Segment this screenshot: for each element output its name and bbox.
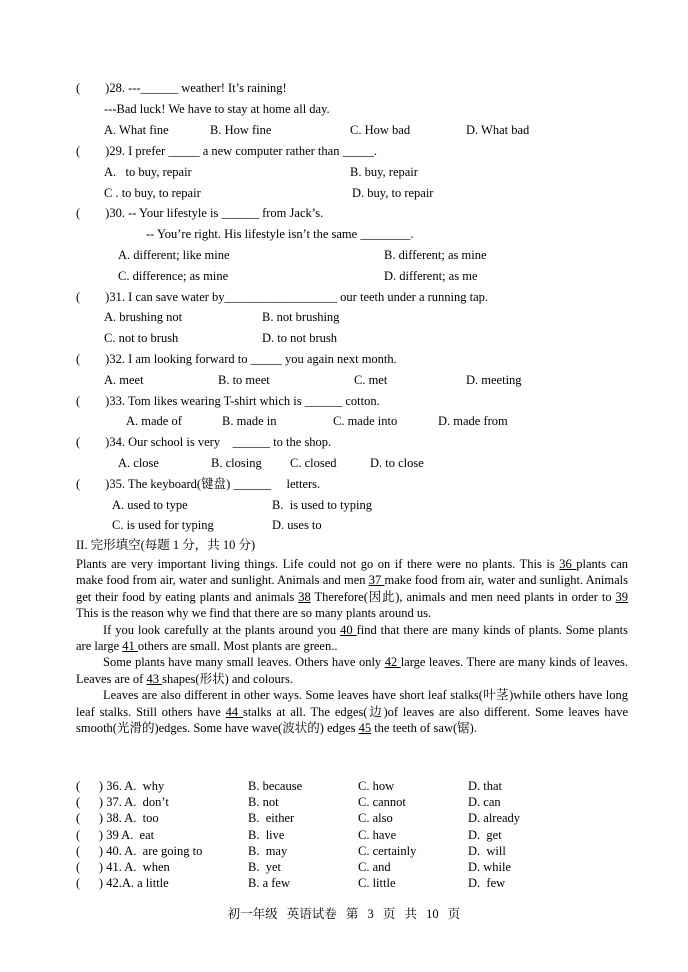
- cloze-paragraph-4: [76, 687, 628, 736]
- q31-option-a: A. brushing not: [104, 310, 183, 324]
- passage-text: plants can make food from air, water and sunlight. Animals and men: [76, 557, 628, 588]
- cloze-option-b: B. yet: [248, 860, 281, 874]
- passage-text: stalks at all. The edges(边)of leaves are also different. Some leaves have smooth(光滑的)edges. Some have wave(波状的) edges: [76, 704, 628, 736]
- q35-option-d: D. uses to: [272, 518, 322, 532]
- q28-option-d: D. What bad: [466, 123, 530, 137]
- q30-option-b: B. different; as mine: [384, 248, 487, 262]
- cloze-option-d: D. while: [468, 860, 512, 874]
- cloze-option-b: B. live: [248, 827, 285, 842]
- q32-option-b: B. to meet: [218, 373, 270, 387]
- passage-text: Leaves are also different in other ways. Some leaves have short leaf stalks(叶茎)while others have long leaf stalks. Still others have: [76, 688, 628, 719]
- cloze-option-d: D. few: [468, 876, 506, 891]
- passage-text: others are small. Most plants are green..: [137, 639, 338, 654]
- cloze-option-d: D. can: [468, 795, 501, 810]
- cloze-option-b: B. either: [248, 811, 295, 826]
- q28-stem: ( )28. ---______ weather! It’s raining!: [76, 81, 287, 95]
- cloze-option-number-a: ( ) 36. A. why: [76, 779, 165, 793]
- q35-option-b: B. is used to typing: [272, 498, 373, 512]
- q29-option-c: C . to buy, to repair: [104, 186, 201, 200]
- cloze-option-c: C. also: [358, 811, 393, 826]
- cloze-option-number-a: ( ) 37. A. don’t: [76, 795, 169, 810]
- answer-blank: 43: [146, 671, 163, 686]
- q28-option-c: C. How bad: [350, 123, 411, 137]
- q33-option-d: D. made from: [438, 414, 508, 428]
- q33-option-c: C. made into: [333, 414, 398, 428]
- q32-option-d: D. meeting: [466, 373, 522, 387]
- answer-blank: 39: [615, 589, 628, 604]
- q29-option-a: A. to buy, repair: [104, 165, 192, 179]
- q31-stem: ( )31. I can save water by__________________ our teeth under a running tap.: [76, 290, 489, 304]
- cloze-option-d: D. get: [468, 827, 502, 842]
- cloze-option-b: B. not: [248, 795, 279, 810]
- q30-option-d: D. different; as me: [384, 269, 478, 283]
- answer-blank: 41: [122, 639, 138, 654]
- cloze-option-c: C. certainly: [358, 843, 417, 858]
- cloze-option-c: C. have: [358, 827, 397, 842]
- q34-option-b: B. closing: [211, 456, 262, 470]
- passage-text: Plants are very important living things. Life could not go on if there were no plants. This is: [76, 557, 560, 571]
- cloze-option-c: C. how: [358, 779, 395, 793]
- q32-option-c: C. met: [354, 373, 388, 387]
- cloze-option-number-a: ( ) 41. A. when: [76, 860, 170, 874]
- answer-blank: 45: [358, 721, 372, 736]
- q30-stem: ( )30. -- Your lifestyle is ______ from Jack’s.: [76, 206, 324, 220]
- cloze-passage: [76, 556, 628, 736]
- q34-option-d: D. to close: [370, 456, 424, 470]
- q31-option-b: B. not brushing: [262, 310, 340, 324]
- passage-text: Some plants have many small leaves. Others have only: [103, 655, 385, 670]
- q34-stem: ( )34. Our school is very ______ to the shop.: [76, 435, 332, 449]
- cloze-heading: II. 完形填空(每题 1 分，共 10 分): [76, 538, 256, 552]
- q32-option-a: A. meet: [104, 373, 144, 387]
- q31-option-d: D. to not brush: [262, 331, 337, 345]
- cloze-option-c: C. and: [358, 860, 391, 874]
- q31-option-c: C. not to brush: [104, 331, 179, 345]
- q29-option-b: B. buy, repair: [350, 165, 418, 179]
- passage-text: large leaves. There are many kinds of leaves. Leaves are of: [76, 655, 629, 686]
- answer-blank: 37: [368, 573, 385, 588]
- cloze-option-d: D. that: [468, 779, 503, 793]
- answer-blank: 42: [384, 655, 401, 670]
- cloze-option-c: C. cannot: [358, 795, 406, 810]
- cloze-option-b: B. a few: [248, 876, 290, 891]
- q34-option-c: C. closed: [290, 456, 337, 470]
- cloze-option-number-a: ( ) 40. A. are going to: [76, 843, 203, 858]
- answer-blank: 38: [298, 589, 311, 604]
- passage-text: the teeth of saw(锯).: [371, 721, 477, 736]
- q28-option-a: A. What fine: [104, 123, 169, 137]
- cloze-option-d: D. will: [468, 843, 506, 858]
- cloze-option-number-a: ( ) 42.A. a little: [76, 876, 169, 891]
- q35-option-c: C. is used for typing: [112, 518, 214, 532]
- cloze-option-d: D. already: [468, 811, 521, 826]
- q30-reply: -- You’re right. His lifestyle isn’t the same ________.: [146, 227, 414, 241]
- cloze-option-b: B. because: [248, 779, 303, 793]
- cloze-option-c: C. little: [358, 876, 396, 891]
- passage-text: Therefore(因此), animals and men need plants in order to: [310, 589, 616, 604]
- q35-stem: ( )35. The keyboard(键盘) ______ letters.: [76, 477, 321, 491]
- q35-option-a: A. used to type: [112, 498, 188, 512]
- passage-text: find that there are many kinds of plants. Some plants are large: [76, 622, 629, 654]
- answer-blank: 40: [340, 622, 357, 637]
- q33-option-b: B. made in: [222, 414, 277, 428]
- q29-stem: ( )29. I prefer _____ a new computer rather than _____.: [76, 144, 377, 158]
- cloze-paragraph-2: [76, 622, 628, 655]
- answer-blank: 44: [225, 704, 244, 719]
- cloze-option-number-a: ( ) 38. A. too: [76, 811, 159, 826]
- answer-blank: 36: [559, 557, 577, 571]
- q34-option-a: A. close: [118, 456, 159, 470]
- cloze-option-number-a: ( ) 39 A. eat: [76, 827, 155, 842]
- passage-text: shapes(形状) and colours.: [162, 671, 293, 686]
- cloze-paragraph-3: [76, 654, 628, 687]
- q30-option-a: A. different; like mine: [118, 248, 230, 262]
- cloze-paragraph-1: [76, 556, 628, 622]
- cloze-option-b: B. may: [248, 843, 288, 858]
- q28-reply: ---Bad luck! We have to stay at home all day.: [104, 102, 330, 116]
- page-footer: 初一年级 英语试卷 第 3 页 共 10 页: [227, 907, 461, 921]
- q33-option-a: A. made of: [126, 414, 182, 428]
- q32-stem: ( )32. I am looking forward to _____ you again next month.: [76, 352, 397, 366]
- passage-text: This is the reason why we find that there are so many plants around us.: [76, 606, 432, 621]
- passage-text: If you look carefully at the plants around you: [103, 622, 341, 637]
- q30-option-c: C. difference; as mine: [118, 269, 229, 283]
- q29-option-d: D. buy, to repair: [352, 186, 434, 200]
- q33-stem: ( )33. Tom likes wearing T-shirt which is ______ cotton.: [76, 394, 380, 408]
- passage-text: make food from air, water and sunlight. Animals get their food by eating plants and animals: [76, 573, 628, 604]
- q28-option-b: B. How fine: [210, 123, 272, 137]
